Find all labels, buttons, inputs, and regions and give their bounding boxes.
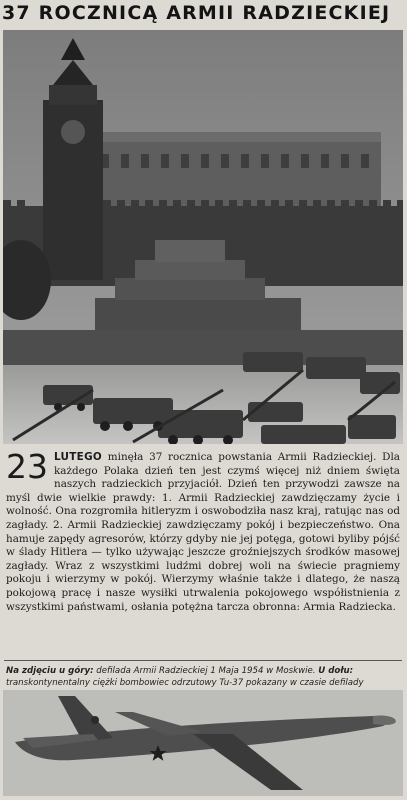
bomber-photo: [3, 690, 403, 796]
caption-bottom-text: transkontynentalny ciężki bombowiec odrzutowy Tu-37 pokazany w czasie defilady: [6, 678, 364, 688]
photo-caption: [6, 665, 402, 689]
article-body: minęła 37 rocznica powstania Armii Radzieckiej. Dla każdego Polaka dzień ten jest czymś więcej niż dniem święta naszych radzieckich przyjaciół. Dzień ten przywodzi zawsze na myśl dwie wielkie prawdy: 1. Armii Radzieckiej zawdzięczamy życie i wolność. Ona rozgromiła hitleryzm i oswobodziła nasz kraj, ratując nas od zagłady. 2. Armii Radzieckiej zawdzięczamy pokój i bezpieczeństwo. Ona hamuje zapędy agresorów, którzy gdyby nie jej potęga, gotowi byliby pójść w ślady Hitlera — tylko używając jeszcze groźniejszych środków masowej zagłady. Wraz z wszystkimi ludźmi dobrej woli na świecie pragniemy pokoju i wierzymy w pokój. Wierzymy właśnie także i dlatego, że naszą pokojową pracę i nasze wysiłki utrwalenia pokojowego współistnienia z wszystkimi państwami, osłania potężna tarcza obronna: Armia Radziecka.: [6, 451, 400, 613]
caption-top-text: defilada Armii Radzieckiej 1 Maja 1954 w Moskwie.: [96, 666, 316, 676]
caption-top-label: Na zdjęciu u góry:: [6, 666, 94, 676]
headline: 37 ROCZNICĄ ARMII RADZIECKIEJ: [2, 2, 391, 24]
red-square-parade-image: [3, 30, 403, 444]
lead-word: LUTEGO: [54, 451, 103, 463]
date-dropcap: 23: [6, 447, 48, 486]
article-text: [6, 447, 400, 614]
divider: [4, 660, 402, 661]
caption-bottom-label: U dołu:: [318, 666, 354, 676]
jet-bomber-image: [3, 690, 403, 796]
parade-photo: [3, 30, 403, 444]
